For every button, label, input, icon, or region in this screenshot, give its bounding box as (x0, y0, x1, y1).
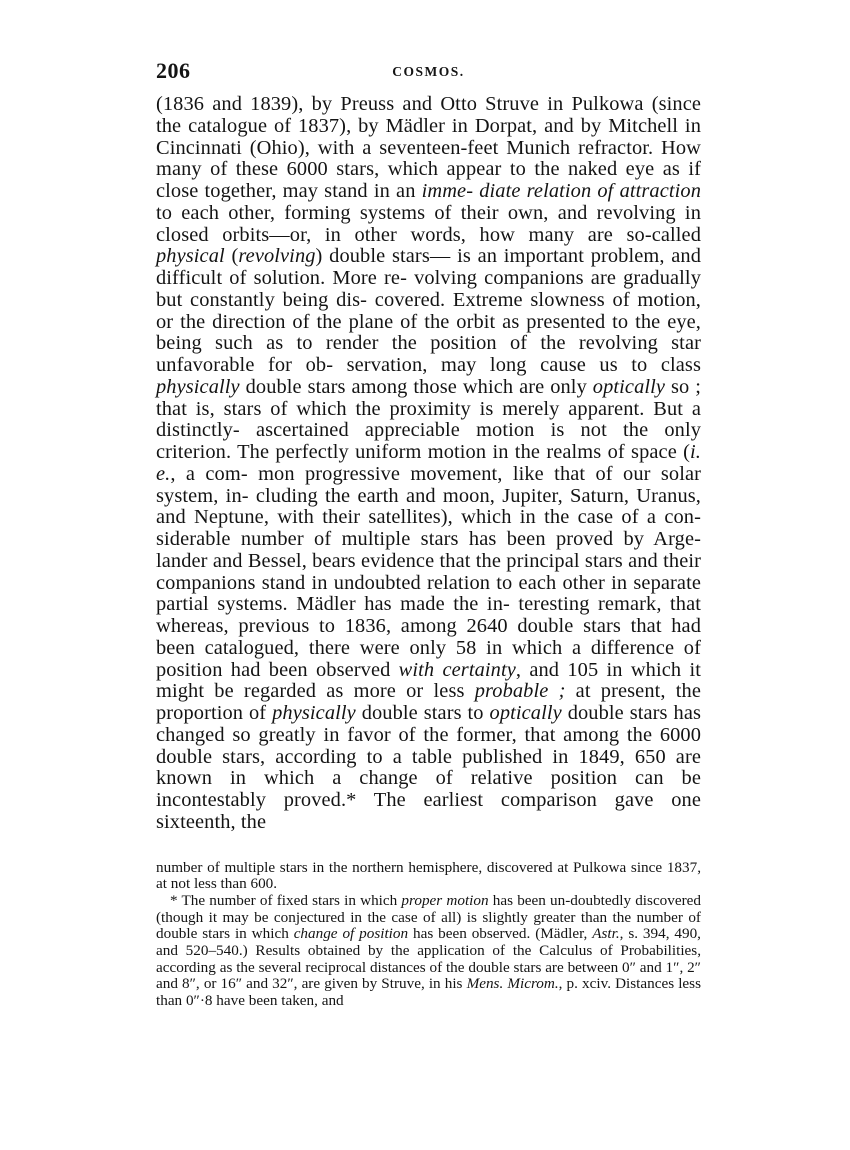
text-line: lander and Bessel, bears evidence that the principal stars (156, 549, 623, 572)
text-line: (since the catalogue of 1837), by Mädler in Dorpat, and by (156, 93, 701, 137)
text-fragment: , and 105 in which it might be regarded as more (156, 658, 701, 703)
page-number: 206 (156, 58, 191, 83)
book-page (156, 58, 701, 1010)
footnote-text: has been observed. (Mädler, (408, 925, 593, 943)
text-line: among those which are only (351, 375, 593, 398)
text-line: other in separate partial systems. Mädler has made the in- (156, 571, 701, 616)
text-line: teresting remark, that whereas, previous to 1836, among (156, 593, 701, 637)
italic-phrase: probable ; (474, 680, 566, 703)
footnote-italic: Mens. Microm. (466, 975, 559, 993)
text-line: proved.* The earliest comparison gave one sixteenth, the (156, 789, 701, 833)
text-line: siderable number of multiple stars has been proved by Arge- (156, 528, 701, 550)
footnote-asterisk (156, 893, 701, 1010)
text-line: which a change of relative position can be incontestably (156, 767, 702, 811)
italic-phrase: optically (592, 375, 666, 398)
italic-phrase: with (398, 658, 435, 681)
text-line: mon progressive movement, like that of our solar system, in- (156, 462, 702, 507)
text-fragment: at present, the proportion of (156, 680, 701, 724)
footnote-italic: proper motion (401, 891, 489, 909)
text-line: and their companions stand in undoubted relation to each (156, 549, 702, 594)
text-line: refractor. How many of these 6000 stars, which appear to (156, 136, 702, 181)
text-line: covered. Extreme slowness of motion, or the direction of the (156, 288, 702, 333)
footnote-line: number of multiple stars in the northern hemisphere, discovered at (156, 858, 569, 876)
text-line: 58 in which a difference of position had been observed (156, 636, 701, 681)
footnote-text: has been un-doubtedly discovered (though it may be conjectured in the case of all) is slightly greater than the number of double stars in which (156, 891, 702, 943)
text-line: volving companions are gradually but constantly being dis- (156, 267, 701, 311)
text-line: or less (406, 680, 475, 703)
italic-phrase: physically (272, 702, 356, 724)
text-line: double stars to (361, 702, 490, 724)
text-fragment: so ; that is, stars of (156, 375, 701, 420)
text-fragment: ) double stars— (315, 245, 451, 268)
footnote-text: , s. 394, 490, and 520–540.) Results obtained by the application of the Calculus of Probabilities, according as the several reciprocal distances of the double stars are between 0″ and 1″, 2″ and 8″, or 16″ and 32″, are given by Struve, in his (156, 925, 701, 993)
italic-phrase: physical (156, 245, 225, 268)
text-line: perfectly uniform motion in the realms of space ( (275, 441, 691, 463)
text-line: Neptune, with their satellites), which in the case of a con- (194, 506, 701, 529)
text-line: how many are so-called (479, 223, 701, 246)
text-line: cluding the earth and moon, Jupiter, Saturn, Uranus, and (156, 484, 702, 529)
text-line: 2640 double stars that had been catalogued, there were only (156, 615, 702, 659)
text-fragment: , a com- (170, 462, 248, 485)
text-line: their own, and revolving in closed orbits—or, in other words, (156, 201, 701, 246)
text-line: in favor of the former, that among the 6000 double stars, (156, 723, 702, 768)
running-title: COSMOS. (392, 64, 465, 79)
text-line: Mitchell in Cincinnati (Ohio), with a seventeen-feet Munich (156, 114, 701, 159)
italic-phrase: i. e. (156, 441, 701, 485)
footnote-line: Pulkowa since 1837, at not less than 600. (156, 858, 701, 893)
footnote-italic: Astr. (592, 925, 620, 943)
main-paragraph (156, 94, 701, 834)
footnote-continuation (156, 860, 701, 893)
footnote-text: * The number of fixed stars in which (170, 891, 402, 909)
text-line: is an important problem, and difficult of solution. More re- (156, 245, 702, 289)
text-line: (1836 and 1839), by Preuss and Otto Struve in Pulkowa (156, 93, 644, 115)
text-fragment: ( (224, 245, 239, 268)
text-line: render the position of the revolving star unfavorable for ob- (156, 332, 701, 376)
text-line: ascertained appreciable motion is not the only criterion. The (156, 419, 701, 463)
italic-phrase: certainty (442, 658, 516, 681)
footnotes (156, 860, 701, 1010)
text-line: to each other, forming systems of (156, 201, 452, 224)
text-line: the naked eye as if close together, may stand in an (156, 158, 702, 202)
text-line: plane of the orbit as presented to the eye, being such as to (156, 310, 701, 355)
text-line: servation, may long cause us to class (346, 354, 701, 376)
text-line: according to a table published in 1849, 650 are known in (156, 745, 701, 790)
italic-phrase: imme- (421, 180, 474, 202)
footnote-text: , p. xciv. Distances less than 0″·8 have been taken, and (156, 975, 701, 1010)
italic-phrase: optically (489, 702, 562, 724)
running-head (156, 58, 701, 94)
text-line: which the proximity is merely apparent. But a distinctly- (156, 397, 701, 442)
footnote-italic: change of position (293, 925, 409, 943)
text-fragment: double stars (239, 375, 346, 398)
italic-phrase: diate relation of attraction (479, 180, 701, 202)
italic-phrase: physically (156, 375, 240, 398)
italic-phrase: revolving (238, 245, 316, 268)
text-fragment: double stars has changed so greatly (156, 702, 701, 746)
